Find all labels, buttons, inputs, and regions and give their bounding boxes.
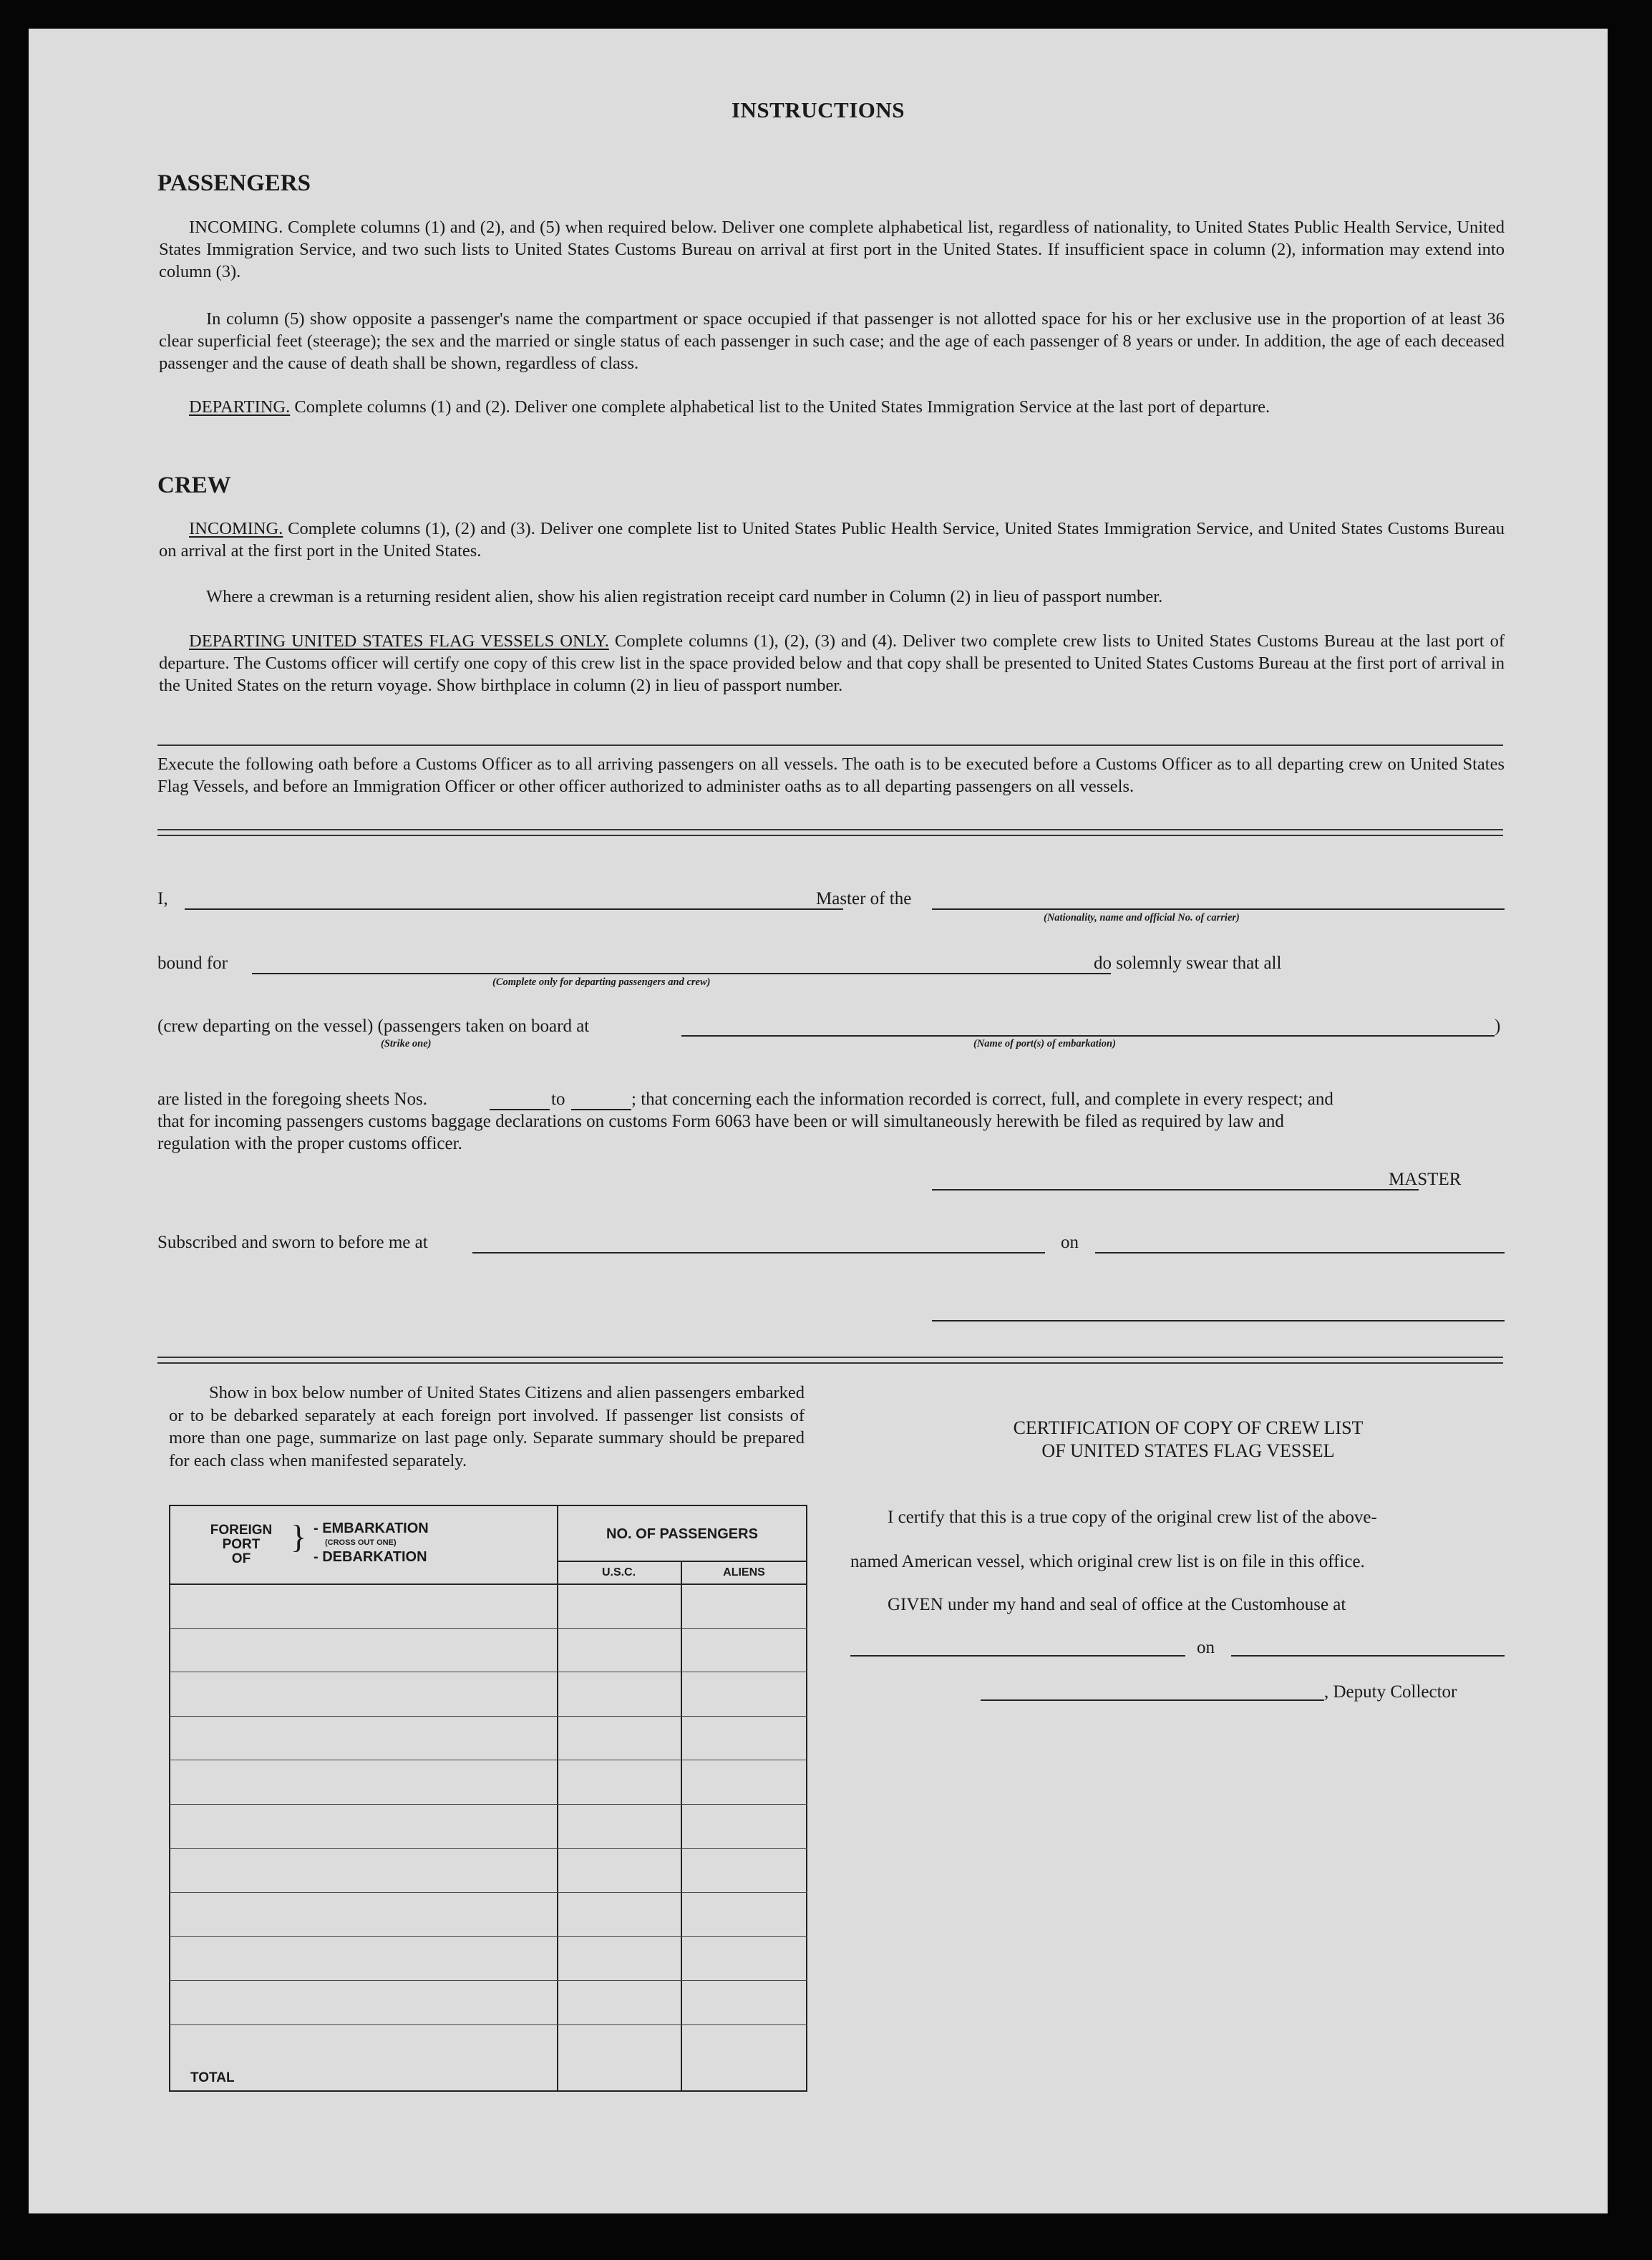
listed-line2-text: that for incoming passengers customs baggage declarations on customs Form 6063 have been or will simultaneously herewith be filed as required by law and	[157, 1112, 1284, 1131]
nationality-note: (Nationality, name and official No. of carrier)	[1044, 912, 1240, 923]
bound-for-field[interactable]	[252, 973, 1111, 974]
table-row-divider	[169, 1936, 807, 1937]
deputy-collector-signature-field[interactable]	[981, 1699, 1324, 1701]
divider	[157, 829, 1503, 830]
certification-date-field[interactable]	[1231, 1655, 1505, 1657]
no-of-passengers-header: NO. OF PASSENGERS	[606, 1526, 758, 1542]
certify-line2: named American vessel, which original crew list is on file in this office.	[850, 1552, 1365, 1571]
passengers-incoming-text: Complete columns (1) and (2), and (5) when required below. Deliver one complete alphabetical list, regardless of nationality, to United States Public Health Service, United States Immigration Service, and two such lists to United States Customs Bureau on arrival at first port in the United States. If insufficient space in column (2), information may extend into column (3).	[159, 218, 1505, 281]
certification-title-line2: OF UNITED STATES FLAG VESSEL	[1041, 1440, 1335, 1461]
listed-start-text: are listed in the foregoing sheets Nos.	[157, 1090, 427, 1109]
brace-icon: }	[291, 1518, 307, 1555]
passengers-incoming-label: INCOMING.	[189, 218, 283, 237]
crew-departing-paragraph	[159, 630, 1505, 697]
certification-title-line1: CERTIFICATION OF COPY OF CREW LIST	[1013, 1417, 1364, 1438]
certify-line1: I certify that this is a true copy of the original crew list of the above-	[888, 1508, 1377, 1527]
master-name-field[interactable]	[185, 908, 843, 910]
foreign-port-of-label	[195, 1523, 288, 1566]
passengers-departing-text: Complete columns (1) and (2). Deliver one complete alphabetical list to the United States Immigration Service at the last port of departure.	[294, 397, 1270, 417]
passengers-heading: PASSENGERS	[157, 170, 311, 196]
master-signature-field[interactable]	[932, 1189, 1419, 1190]
given-line: GIVEN under my hand and seal of office at the Customhouse at	[888, 1595, 1346, 1614]
form-page	[29, 29, 1608, 2213]
deputy-collector-label: , Deputy Collector	[1324, 1682, 1457, 1702]
on-label: on	[1061, 1233, 1079, 1252]
table-row-divider	[169, 1980, 807, 1981]
table-column-divider	[681, 1561, 682, 2092]
strike-one-note: (Strike one)	[381, 1038, 432, 1049]
passenger-summary-table	[169, 1505, 807, 2092]
listed-rest-text: ; that concerning each the information recorded is correct, full, and complete in every respect; and	[631, 1090, 1333, 1109]
summary-instructions: Show in box below number of United States Citizens and alien passengers embarked or to be debarked separately at each foreign port involved. If passenger list consists of more than one page, summarize on last page only. Separate summary should be prepared for each class when manifested separately.	[169, 1383, 805, 1470]
divider	[157, 1357, 1503, 1358]
table-row-divider	[169, 2024, 807, 2025]
listed-line3-text: regulation with the proper customs officer.	[157, 1134, 462, 1153]
aliens-header: ALIENS	[723, 1566, 765, 1578]
divider	[157, 745, 1503, 746]
usc-header: U.S.C.	[601, 1566, 636, 1578]
table-row-divider	[169, 1892, 807, 1893]
solemnly-swear-text: do solemnly swear that all	[1094, 954, 1282, 973]
table-row-divider	[169, 1716, 807, 1717]
table-row-divider	[169, 1804, 807, 1805]
certification-on-label: on	[1197, 1638, 1215, 1657]
customhouse-field[interactable]	[850, 1655, 1185, 1657]
passengers-departing-label: DEPARTING.	[189, 397, 291, 417]
divider	[157, 1362, 1503, 1364]
passengers-departing-paragraph	[159, 396, 1505, 418]
page-title: INSTRUCTIONS	[731, 97, 905, 122]
complete-only-note: (Complete only for departing passengers and crew)	[492, 976, 711, 988]
foreign-label: FOREIGN	[210, 1523, 273, 1538]
officer-signature-field[interactable]	[932, 1320, 1505, 1321]
crew-heading: CREW	[157, 472, 231, 498]
cross-out-one-label: (CROSS OUT ONE)	[325, 1538, 397, 1547]
crew-departing-text: (crew departing on the vessel) (passengers taken on board at	[157, 1017, 590, 1036]
subscribed-label: Subscribed and sworn to before me at	[157, 1233, 428, 1252]
crew-departing-text: Complete columns (1), (2), (3) and (4). Deliver two complete crew lists to United States Customs Bureau at the last port of departure. The Customs officer will certify one copy of this crew list in the space provided below and that copy shall be presented to United States Customs Bureau at the first port of arrival in the United States on the return voyage. Show birthplace in column (2) in lieu of passport number.	[159, 631, 1505, 695]
oath-intro-paragraph: Execute the following oath before a Customs Officer as to all arriving passengers on all vessels. The oath is to be executed before a Customs Officer as to all departing crew on United States Flag Vessels, and before an Immigration Officer or other officer authorized to administer oaths as to all departing passengers on all vessels.	[157, 755, 1505, 796]
bound-for-label: bound for	[157, 954, 228, 973]
crew-resident-paragraph: Where a crewman is a returning resident alien, show his alien registration receipt card number in Column (2) in lieu of passport number.	[206, 587, 1163, 606]
table-header-divider	[557, 1561, 807, 1562]
crew-incoming-paragraph	[159, 518, 1505, 562]
debarkation-label: - DEBARKATION	[314, 1549, 427, 1565]
oath-i-label: I,	[157, 889, 168, 908]
table-row-divider	[169, 1848, 807, 1849]
carrier-field[interactable]	[932, 908, 1505, 910]
table-row-divider	[169, 1628, 807, 1629]
table-column-divider	[557, 1505, 558, 2092]
passengers-incoming-paragraph	[159, 216, 1505, 283]
master-of-the-label: Master of the	[816, 889, 912, 908]
to-label: to	[551, 1090, 565, 1109]
sheet-to-field[interactable]	[571, 1109, 631, 1110]
close-paren: )	[1495, 1017, 1501, 1036]
divider	[157, 835, 1503, 836]
of-label: OF	[231, 1551, 251, 1566]
crew-incoming-text: Complete columns (1), (2) and (3). Deliver one complete list to United States Public Health Service, United States Immigration Service, and United States Customs Bureau on arrival at the first port in the United States.	[159, 519, 1505, 561]
sworn-date-field[interactable]	[1095, 1252, 1505, 1253]
embarkation-ports-field[interactable]	[681, 1035, 1495, 1037]
crew-incoming-label: INCOMING.	[189, 519, 283, 538]
total-label: TOTAL	[190, 2070, 235, 2085]
port-label: PORT	[222, 1537, 261, 1552]
master-label: MASTER	[1389, 1170, 1462, 1189]
ports-note: (Name of port(s) of embarkation)	[973, 1038, 1116, 1049]
sworn-place-field[interactable]	[472, 1252, 1045, 1253]
passengers-column5-paragraph: In column (5) show opposite a passenger's name the compartment or space occupied if that passenger is not allotted space for his or her exclusive use in the proportion of at least 36 clear superficial feet (steerage); the sex and the married or single status of each passenger in such case; and the age of each passenger of 8 years or under. In addition, the age of each deceased passenger and the cause of death shall be shown, regardless of class.	[159, 309, 1505, 373]
table-header-bottom	[169, 1584, 807, 1585]
sheet-from-field[interactable]	[490, 1109, 550, 1110]
crew-departing-label: DEPARTING UNITED STATES FLAG VESSELS ONLY.	[189, 631, 609, 651]
embarkation-label: - EMBARKATION	[314, 1521, 429, 1536]
